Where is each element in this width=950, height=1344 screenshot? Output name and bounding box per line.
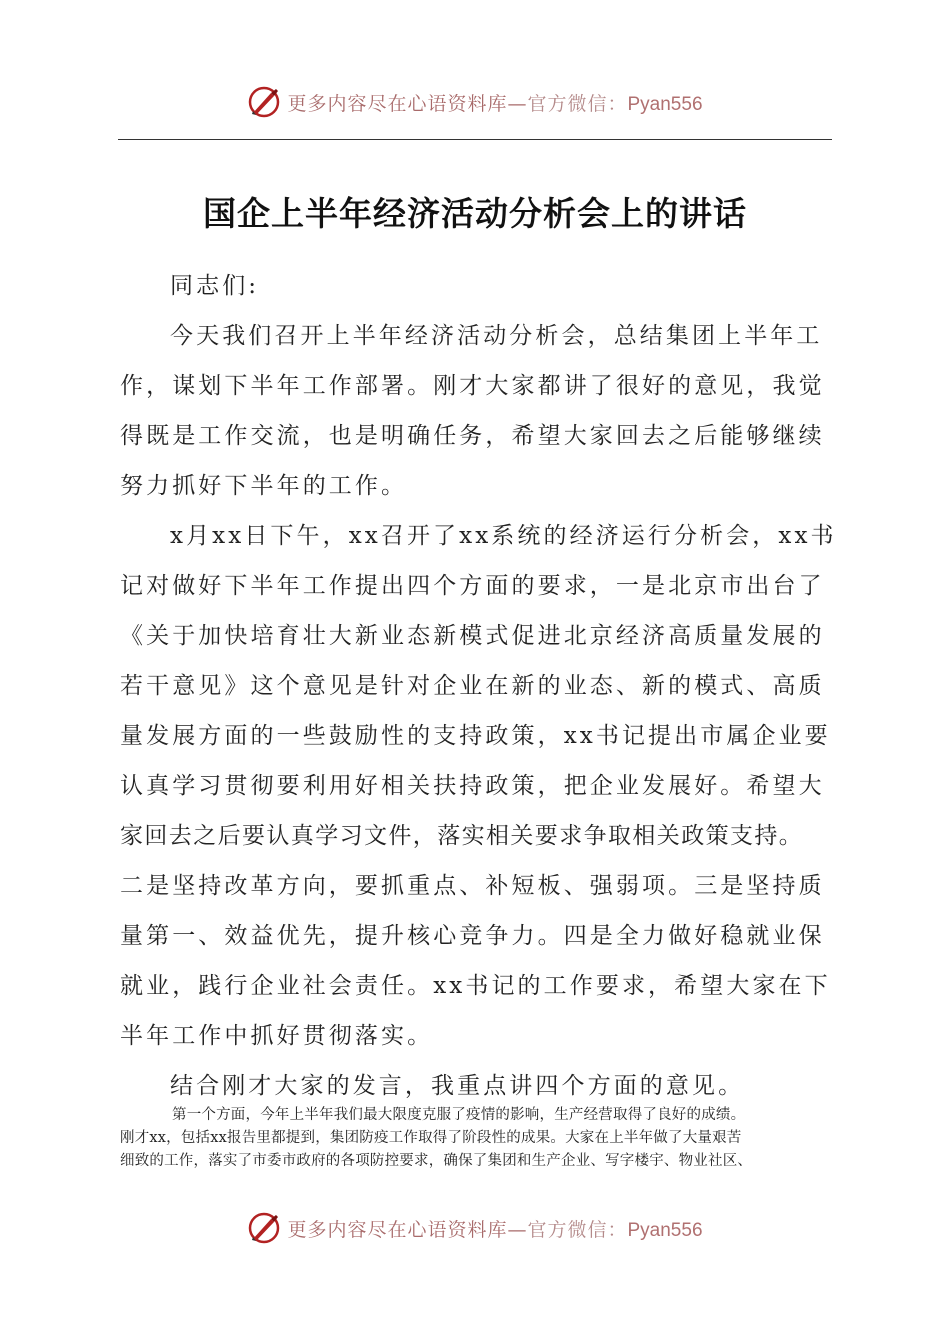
body-line: 作，谋划下半年工作部署。刚才大家都讲了很好的意见，我觉 xyxy=(120,373,825,399)
small-line: 细致的工作，落实了市委市政府的各项防控要求，确保了集团和生产企业、写字楼宇、物业社区、 xyxy=(120,1153,753,1169)
document-title: 国企上半年经济活动分析会上的讲话 xyxy=(203,194,747,233)
body-line: 就业，践行企业社会责任。xx书记的工作要求，希望大家在下 xyxy=(120,973,831,999)
header-watermark xyxy=(0,82,950,122)
pen-logo-icon xyxy=(247,85,281,119)
body-line: 《关于加快培育壮大新业态新模式促进北京经济高质量发展的 xyxy=(120,623,825,649)
body-line: 若干意见》这个意见是针对企业在新的业态、新的模式、高质 xyxy=(120,673,825,699)
body-line: 记对做好下半年工作提出四个方面的要求，一是北京市出台了 xyxy=(120,573,825,599)
body-line: 量第一、效益优先，提升核心竞争力。四是全力做好稳就业保 xyxy=(120,923,825,949)
body-line: 得既是工作交流，也是明确任务，希望大家回去之后能够继续 xyxy=(120,423,825,449)
pen-logo-icon xyxy=(247,1211,281,1245)
body-line: 努力抓好下半年的工作。 xyxy=(120,473,408,499)
body-line: x月xx日下午，xx召开了xx系统的经济运行分析会，xx书 xyxy=(170,523,837,549)
body-line: 认真学习贯彻要利用好相关扶持政策，把企业发展好。希望大 xyxy=(120,773,825,799)
body-line: 半年工作中抓好贯彻落实。 xyxy=(120,1023,434,1049)
watermark-text: 更多内容尽在心语资料库—官方微信：Pyan556 xyxy=(287,92,703,115)
header-divider xyxy=(118,139,832,140)
small-line: 刚才xx，包括xx报告里都提到，集团防疫工作取得了阶段性的成果。大家在上半年做了大量艰苦 xyxy=(120,1130,742,1146)
body-line: 二是坚持改革方向，要抓重点、补短板、强弱项。三是坚持质 xyxy=(120,873,825,899)
body-line: 家回去之后要认真学习文件，落实相关要求争取相关政策支持。 xyxy=(120,823,804,849)
body-line: 今天我们召开上半年经济活动分析会，总结集团上半年工 xyxy=(170,323,823,349)
watermark-text: 更多内容尽在心语资料库—官方微信：Pyan556 xyxy=(287,1218,703,1241)
body-line: 量发展方面的一些鼓励性的支持政策，xx书记提出市属企业要 xyxy=(120,723,831,749)
small-line: 第一个方面，今年上半年我们最大限度克服了疫情的影响，生产经营取得了良好的成绩。 xyxy=(172,1107,746,1123)
footer-watermark xyxy=(0,1208,950,1248)
body-line: 结合刚才大家的发言，我重点讲四个方面的意见。 xyxy=(170,1073,745,1099)
body-line: 同志们: xyxy=(170,273,260,299)
